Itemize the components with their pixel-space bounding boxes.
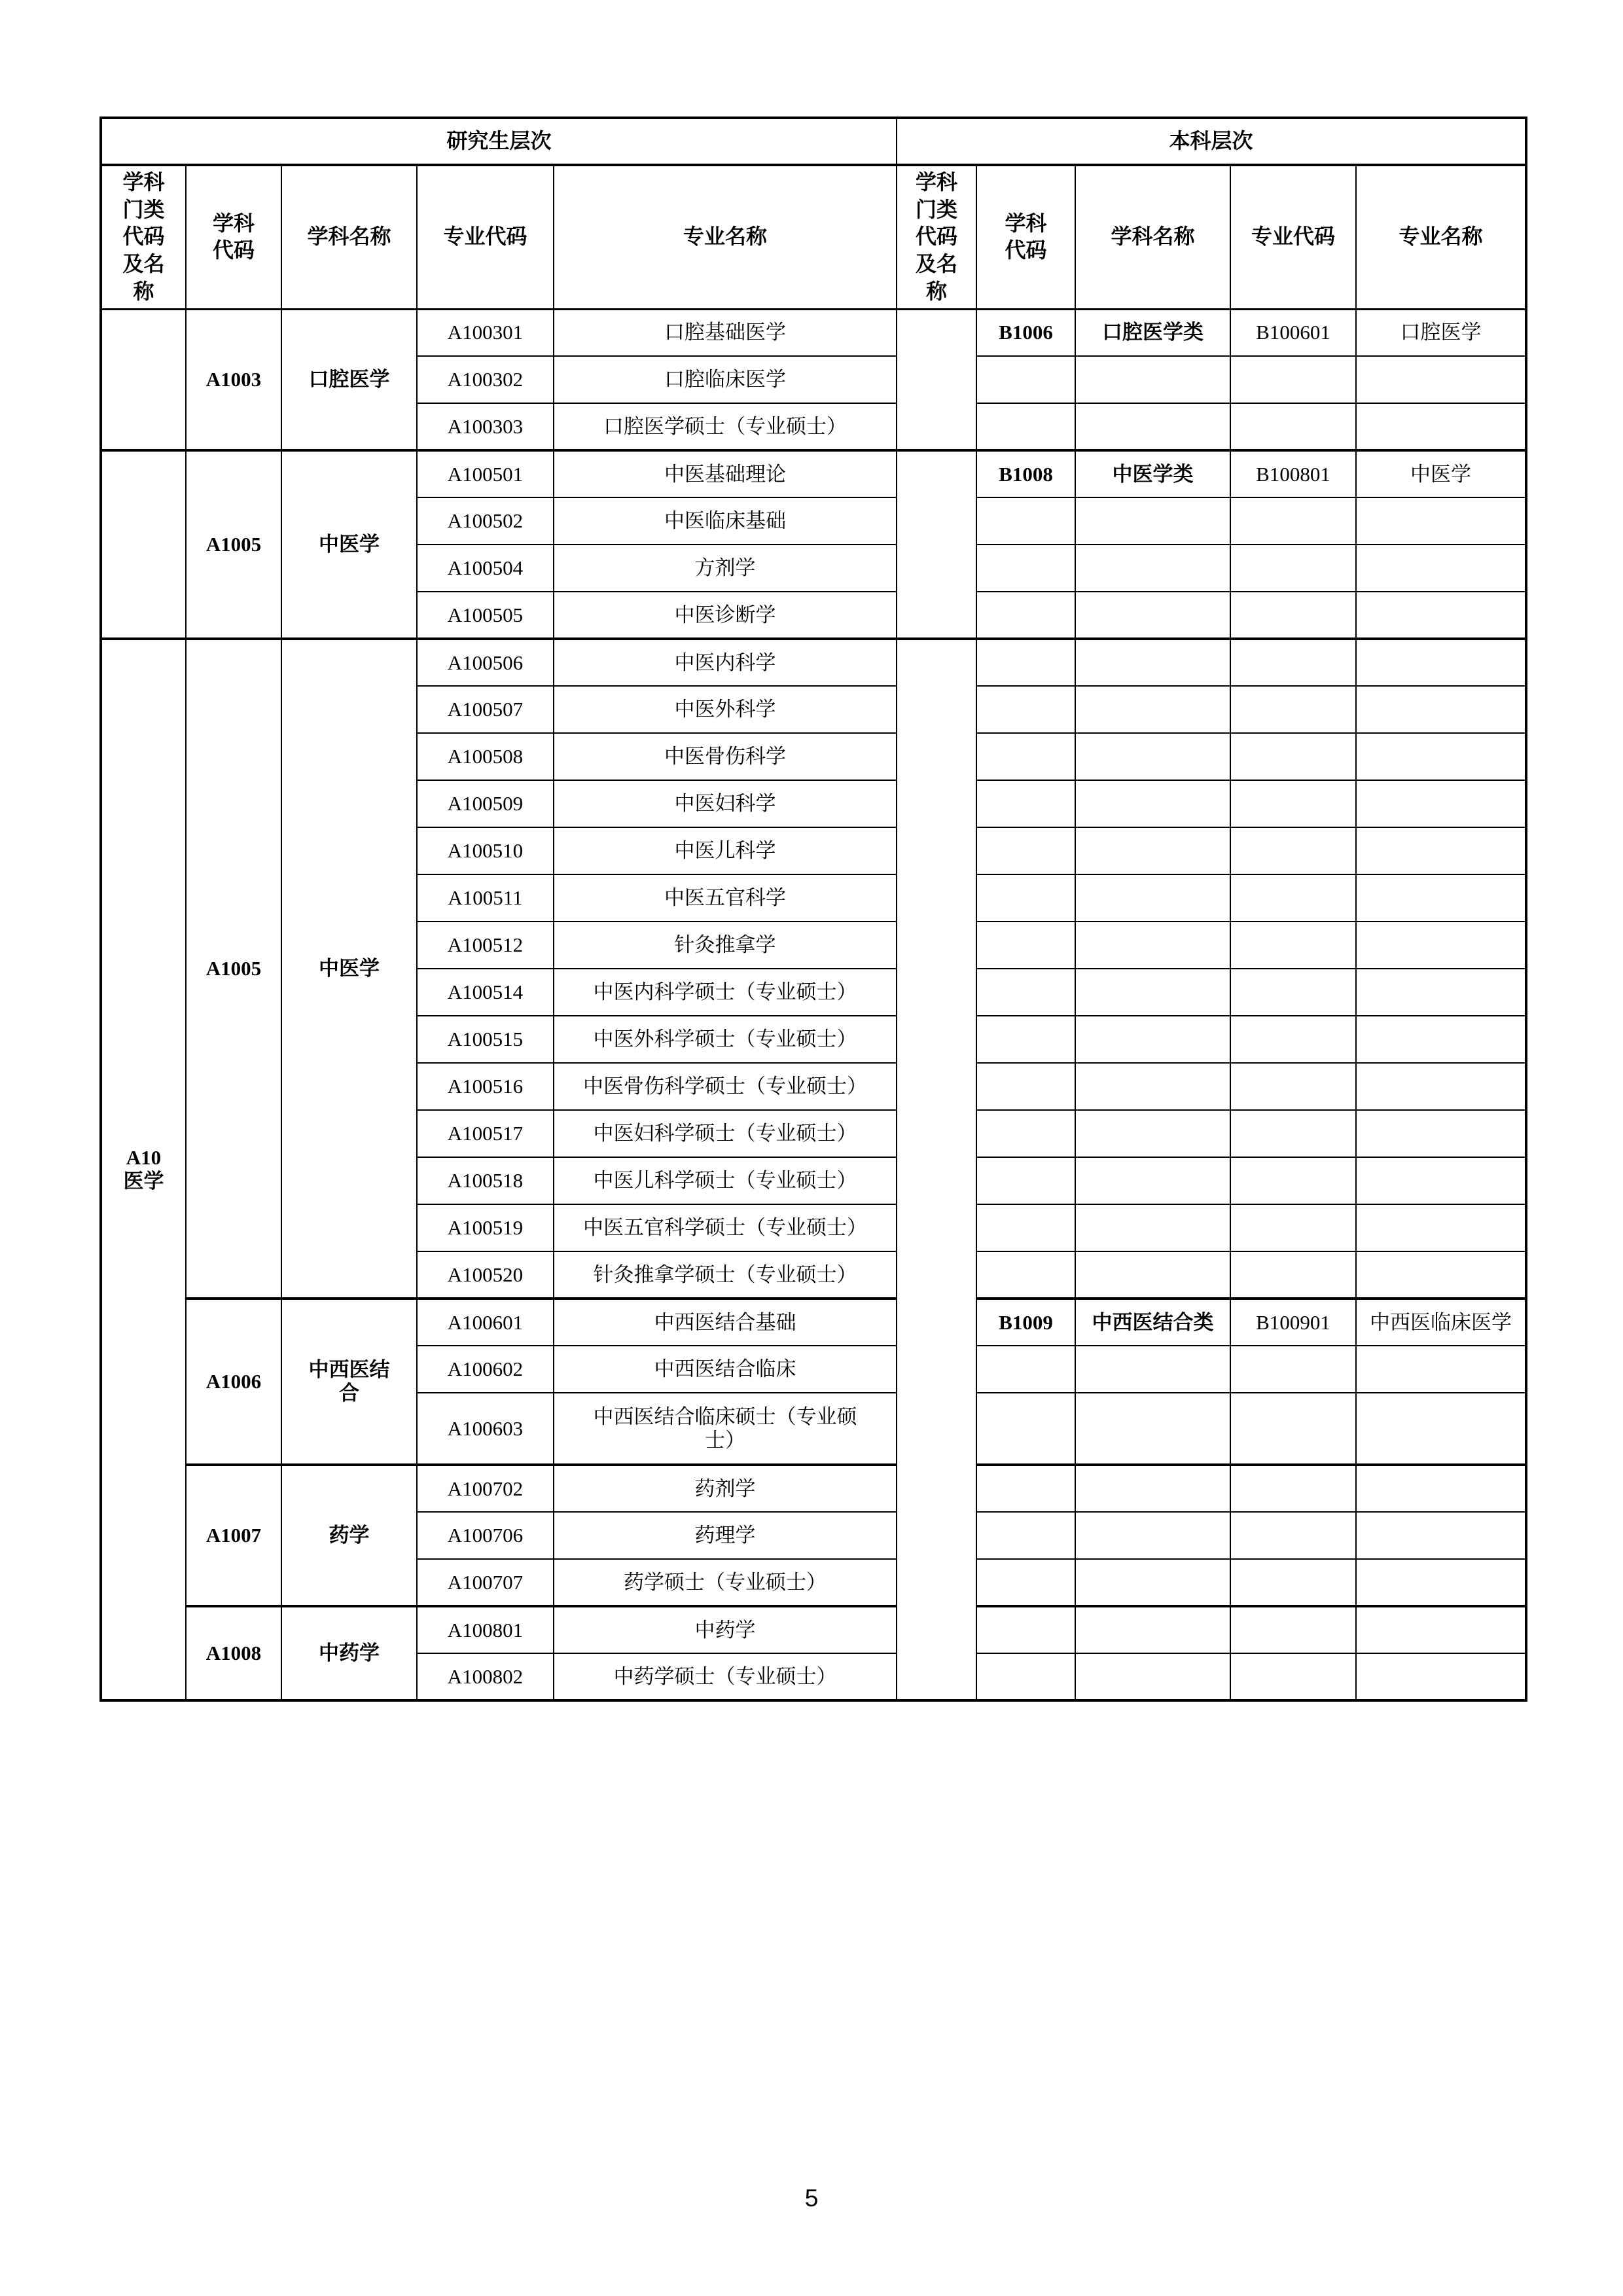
- col-header-grad-major-code: 专业代码: [417, 165, 554, 309]
- ug-category-cell-empty: [897, 309, 976, 450]
- grad-major-name: 中医基础理论: [554, 450, 897, 497]
- ug-subject-name: 中医学类: [1075, 450, 1230, 497]
- grad-major-name: 中医妇科学: [554, 780, 897, 827]
- ug-empty-cell: [1230, 922, 1356, 969]
- grad-major-code: A100511: [417, 874, 554, 922]
- grad-major-code: A100504: [417, 545, 554, 592]
- grad-subject-name: 中医学: [281, 450, 417, 639]
- ug-empty-cell: [1075, 1063, 1230, 1110]
- grad-major-name: 中医儿科学: [554, 827, 897, 874]
- ug-empty-cell: [1230, 639, 1356, 686]
- grad-subject-name-label: 中西医结合: [308, 1358, 390, 1405]
- ug-empty-cell: [1356, 922, 1526, 969]
- ug-empty-cell: [1075, 1016, 1230, 1063]
- grad-major-code: A100510: [417, 827, 554, 874]
- ug-empty-cell: [1075, 922, 1230, 969]
- grad-major-code: A100301: [417, 309, 554, 356]
- grad-major-name: 针灸推拿学: [554, 922, 897, 969]
- grad-subject-name: 口腔医学: [281, 309, 417, 450]
- grad-subject-code: A1007: [186, 1465, 281, 1606]
- ug-empty-cell: [1356, 545, 1526, 592]
- col-header-ug-subject-code-label: 学科代码: [1005, 211, 1047, 262]
- ug-empty-cell: [1356, 1606, 1526, 1653]
- ug-subject-code: B1008: [976, 450, 1075, 497]
- ug-empty-cell: [976, 1512, 1075, 1559]
- ug-empty-cell: [976, 1606, 1075, 1653]
- grad-subject-code: A1005: [186, 450, 281, 639]
- grad-major-name: 中医内科学硕士（专业硕士）: [554, 969, 897, 1016]
- ug-empty-cell: [976, 592, 1075, 639]
- ug-empty-cell: [976, 969, 1075, 1016]
- grad-major-name: 中医儿科学硕士（专业硕士）: [554, 1157, 897, 1204]
- grad-major-code: A100515: [417, 1016, 554, 1063]
- ug-empty-cell: [976, 545, 1075, 592]
- table-row: [101, 1465, 1526, 1512]
- ug-empty-cell: [1356, 1653, 1526, 1700]
- ug-major-name: 口腔医学: [1356, 309, 1526, 356]
- grad-major-code: A100517: [417, 1110, 554, 1157]
- grad-major-name: 中医妇科学硕士（专业硕士）: [554, 1110, 897, 1157]
- ug-empty-cell: [976, 1465, 1075, 1512]
- ug-empty-cell: [1075, 1559, 1230, 1606]
- ug-empty-cell: [976, 1251, 1075, 1299]
- grad-major-name: 口腔临床医学: [554, 356, 897, 403]
- ug-empty-cell: [1075, 1512, 1230, 1559]
- ug-empty-cell: [1075, 356, 1230, 403]
- ug-empty-cell: [1356, 1346, 1526, 1393]
- col-header-grad-subject-name: 学科名称: [281, 165, 417, 309]
- grad-subject-code: A1003: [186, 309, 281, 450]
- ug-empty-cell: [1075, 780, 1230, 827]
- ug-empty-cell: [976, 686, 1075, 733]
- grad-subject-code: A1006: [186, 1299, 281, 1465]
- ug-empty-cell: [1230, 1465, 1356, 1512]
- ug-empty-cell: [1075, 1653, 1230, 1700]
- ug-empty-cell: [1230, 403, 1356, 450]
- ug-empty-cell: [976, 497, 1075, 545]
- ug-empty-cell: [1356, 1465, 1526, 1512]
- ug-empty-cell: [1356, 1559, 1526, 1606]
- ug-empty-cell: [1230, 497, 1356, 545]
- grad-major-code: A100507: [417, 686, 554, 733]
- ug-empty-cell: [1356, 1204, 1526, 1251]
- col-header-grad-subject-code-label: 学科代码: [212, 211, 255, 262]
- ug-empty-cell: [976, 1063, 1075, 1110]
- table-row: [101, 450, 1526, 497]
- ug-empty-cell: [1230, 1606, 1356, 1653]
- ug-major-code: B100601: [1230, 309, 1356, 356]
- page-number: 5: [804, 2185, 819, 2212]
- grad-major-code: A100520: [417, 1251, 554, 1299]
- grad-major-name: 中医诊断学: [554, 592, 897, 639]
- ug-empty-cell: [1356, 686, 1526, 733]
- grad-major-name: 中医五官科学硕士（专业硕士）: [554, 1204, 897, 1251]
- grad-major-name: 中医骨伤科学硕士（专业硕士）: [554, 1063, 897, 1110]
- ug-empty-cell: [1230, 1512, 1356, 1559]
- ug-empty-cell: [976, 1559, 1075, 1606]
- grad-major-code: A100302: [417, 356, 554, 403]
- col-header-grad-category-label: 学科门类代码及名称: [122, 170, 165, 303]
- grad-major-name: 中医外科学硕士（专业硕士）: [554, 1016, 897, 1063]
- ug-empty-cell: [976, 922, 1075, 969]
- ug-empty-cell: [1356, 1063, 1526, 1110]
- ug-empty-cell: [1075, 1157, 1230, 1204]
- grad-subject-code: A1008: [186, 1606, 281, 1700]
- grad-major-name: 药剂学: [554, 1465, 897, 1512]
- col-header-ug-category-label: 学科门类代码及名称: [916, 170, 958, 303]
- ug-empty-cell: [976, 403, 1075, 450]
- ug-empty-cell: [1356, 497, 1526, 545]
- grad-major-name: 中西医结合临床: [554, 1346, 897, 1393]
- ug-empty-cell: [1230, 827, 1356, 874]
- grad-major-code: A100516: [417, 1063, 554, 1110]
- col-header-ug-subject-code: [976, 165, 1075, 309]
- graduate-level-header: 研究生层次: [101, 118, 897, 165]
- col-header-ug-major-code: 专业代码: [1230, 165, 1356, 309]
- grad-major-code: A100506: [417, 639, 554, 686]
- ug-empty-cell: [976, 827, 1075, 874]
- ug-empty-cell: [1075, 1110, 1230, 1157]
- ug-empty-cell: [1230, 1251, 1356, 1299]
- ug-empty-cell: [1075, 1346, 1230, 1393]
- ug-empty-cell: [1075, 827, 1230, 874]
- ug-empty-cell: [1356, 827, 1526, 874]
- grad-major-code: A100508: [417, 733, 554, 780]
- grad-major-code: A100519: [417, 1204, 554, 1251]
- col-header-ug-major-name: 专业名称: [1356, 165, 1526, 309]
- ug-empty-cell: [1356, 1157, 1526, 1204]
- grad-major-code: A100602: [417, 1346, 554, 1393]
- grad-major-code: A100702: [417, 1465, 554, 1512]
- ug-empty-cell: [1230, 733, 1356, 780]
- table-row: [101, 1606, 1526, 1653]
- grad-major-name: 中医临床基础: [554, 497, 897, 545]
- ug-major-code: B100901: [1230, 1299, 1356, 1346]
- ug-major-code: B100801: [1230, 450, 1356, 497]
- level-band-row: [101, 118, 1526, 165]
- ug-empty-cell: [976, 356, 1075, 403]
- grad-major-name: 中医内科学: [554, 639, 897, 686]
- grad-major-code: A100512: [417, 922, 554, 969]
- ug-empty-cell: [976, 1393, 1075, 1465]
- ug-empty-cell: [1230, 874, 1356, 922]
- ug-empty-cell: [1356, 1393, 1526, 1465]
- grad-subject-name: 中药学: [281, 1606, 417, 1700]
- ug-empty-cell: [1230, 1559, 1356, 1606]
- ug-empty-cell: [1356, 780, 1526, 827]
- grad-major-name: 中药学硕士（专业硕士）: [554, 1653, 897, 1700]
- ug-empty-cell: [1075, 1393, 1230, 1465]
- ug-empty-cell: [1230, 1016, 1356, 1063]
- ug-empty-cell: [1230, 356, 1356, 403]
- grad-major-name: 方剂学: [554, 545, 897, 592]
- table-row: [101, 309, 1526, 356]
- ug-empty-cell: [1356, 969, 1526, 1016]
- ug-major-name-label: 中西医临床医学: [1370, 1310, 1512, 1334]
- ug-empty-cell: [1356, 1110, 1526, 1157]
- ug-empty-cell: [1230, 1157, 1356, 1204]
- grad-major-code: A100303: [417, 403, 554, 450]
- ug-major-name: [1356, 1299, 1526, 1346]
- ug-empty-cell: [1075, 1204, 1230, 1251]
- ug-empty-cell: [1230, 1346, 1356, 1393]
- ug-empty-cell: [1075, 1606, 1230, 1653]
- col-header-grad-category: [101, 165, 186, 309]
- col-header-ug-category: [897, 165, 976, 309]
- ug-empty-cell: [1230, 1063, 1356, 1110]
- ug-major-name: 中医学: [1356, 450, 1526, 497]
- ug-empty-cell: [1230, 545, 1356, 592]
- ug-empty-cell: [1356, 356, 1526, 403]
- grad-major-code: A100518: [417, 1157, 554, 1204]
- grad-major-code: A100802: [417, 1653, 554, 1700]
- category-code: A10: [126, 1146, 162, 1170]
- grad-subject-code: A1005: [186, 639, 281, 1299]
- ug-empty-cell: [1075, 592, 1230, 639]
- ug-category-cell-empty: [897, 450, 976, 639]
- ug-empty-cell: [1075, 733, 1230, 780]
- ug-empty-cell: [1356, 1512, 1526, 1559]
- grad-major-name: 口腔医学硕士（专业硕士）: [554, 403, 897, 450]
- ug-empty-cell: [1075, 874, 1230, 922]
- ug-empty-cell: [1075, 545, 1230, 592]
- ug-empty-cell: [1230, 592, 1356, 639]
- ug-empty-cell: [976, 639, 1075, 686]
- grad-major-code: A100603: [417, 1393, 554, 1465]
- ug-empty-cell: [1230, 1393, 1356, 1465]
- grad-major-code: A100514: [417, 969, 554, 1016]
- ug-empty-cell: [1230, 969, 1356, 1016]
- grad-major-name: 针灸推拿学硕士（专业硕士）: [554, 1251, 897, 1299]
- col-header-ug-subject-name: 学科名称: [1075, 165, 1230, 309]
- ug-empty-cell: [976, 1016, 1075, 1063]
- ug-subject-name-label: 中西医结合类: [1092, 1310, 1214, 1334]
- ug-empty-cell: [976, 874, 1075, 922]
- ug-empty-cell: [1075, 497, 1230, 545]
- category-name: 医学: [123, 1170, 164, 1193]
- ug-empty-cell: [1230, 686, 1356, 733]
- ug-subject-name: [1075, 1299, 1230, 1346]
- ug-empty-cell: [1075, 969, 1230, 1016]
- grad-major-name: 中药学: [554, 1606, 897, 1653]
- ug-empty-cell: [976, 1204, 1075, 1251]
- ug-empty-cell: [1075, 639, 1230, 686]
- ug-subject-name: 口腔医学类: [1075, 309, 1230, 356]
- grad-major-code: A100509: [417, 780, 554, 827]
- ug-empty-cell: [1075, 686, 1230, 733]
- ug-empty-cell: [1356, 733, 1526, 780]
- ug-empty-cell: [1230, 1204, 1356, 1251]
- discipline-major-table: [99, 117, 1527, 1702]
- ug-empty-cell: [1356, 874, 1526, 922]
- grad-major-name: 中西医结合临床硕士（专业硕士）: [554, 1393, 897, 1465]
- grad-major-name: 药学硕士（专业硕士）: [554, 1559, 897, 1606]
- grad-subject-name: [281, 1299, 417, 1465]
- grad-major-name: 中医骨伤科学: [554, 733, 897, 780]
- ug-empty-cell: [1356, 639, 1526, 686]
- col-header-grad-major-name: 专业名称: [554, 165, 897, 309]
- ug-empty-cell: [976, 1110, 1075, 1157]
- ug-empty-cell: [1356, 1251, 1526, 1299]
- ug-empty-cell: [1230, 780, 1356, 827]
- table-row: [101, 1299, 1526, 1346]
- grad-major-name: 口腔基础医学: [554, 309, 897, 356]
- grad-major-name: 药理学: [554, 1512, 897, 1559]
- grad-category-cell: [101, 639, 186, 1700]
- undergraduate-level-header: 本科层次: [897, 118, 1526, 165]
- ug-category-cell-empty: [897, 639, 976, 1700]
- ug-subject-code: B1009: [976, 1299, 1075, 1346]
- grad-major-code: A100801: [417, 1606, 554, 1653]
- ug-empty-cell: [1356, 403, 1526, 450]
- grad-category-cell-empty: [101, 309, 186, 450]
- ug-empty-cell: [1356, 1016, 1526, 1063]
- grad-major-name: 中医外科学: [554, 686, 897, 733]
- grad-major-code: A100706: [417, 1512, 554, 1559]
- col-header-grad-subject-code: [186, 165, 281, 309]
- grad-major-code: A100502: [417, 497, 554, 545]
- ug-empty-cell: [976, 733, 1075, 780]
- grad-category-cell-empty: [101, 450, 186, 639]
- grad-major-code: A100501: [417, 450, 554, 497]
- grad-major-code: A100601: [417, 1299, 554, 1346]
- ug-empty-cell: [976, 780, 1075, 827]
- ug-empty-cell: [1075, 1251, 1230, 1299]
- ug-empty-cell: [1075, 403, 1230, 450]
- ug-empty-cell: [976, 1346, 1075, 1393]
- ug-empty-cell: [1230, 1110, 1356, 1157]
- ug-empty-cell: [1356, 592, 1526, 639]
- ug-empty-cell: [1075, 1465, 1230, 1512]
- grad-major-name: 中医五官科学: [554, 874, 897, 922]
- ug-empty-cell: [976, 1157, 1075, 1204]
- ug-empty-cell: [1230, 1653, 1356, 1700]
- table-row: [101, 639, 1526, 686]
- grad-subject-name: 药学: [281, 1465, 417, 1606]
- grad-major-code: A100707: [417, 1559, 554, 1606]
- ug-subject-code: B1006: [976, 309, 1075, 356]
- grad-subject-name: 中医学: [281, 639, 417, 1299]
- grad-major-name: 中西医结合基础: [554, 1299, 897, 1346]
- grad-major-code: A100505: [417, 592, 554, 639]
- ug-empty-cell: [976, 1653, 1075, 1700]
- column-header-row: [101, 165, 1526, 309]
